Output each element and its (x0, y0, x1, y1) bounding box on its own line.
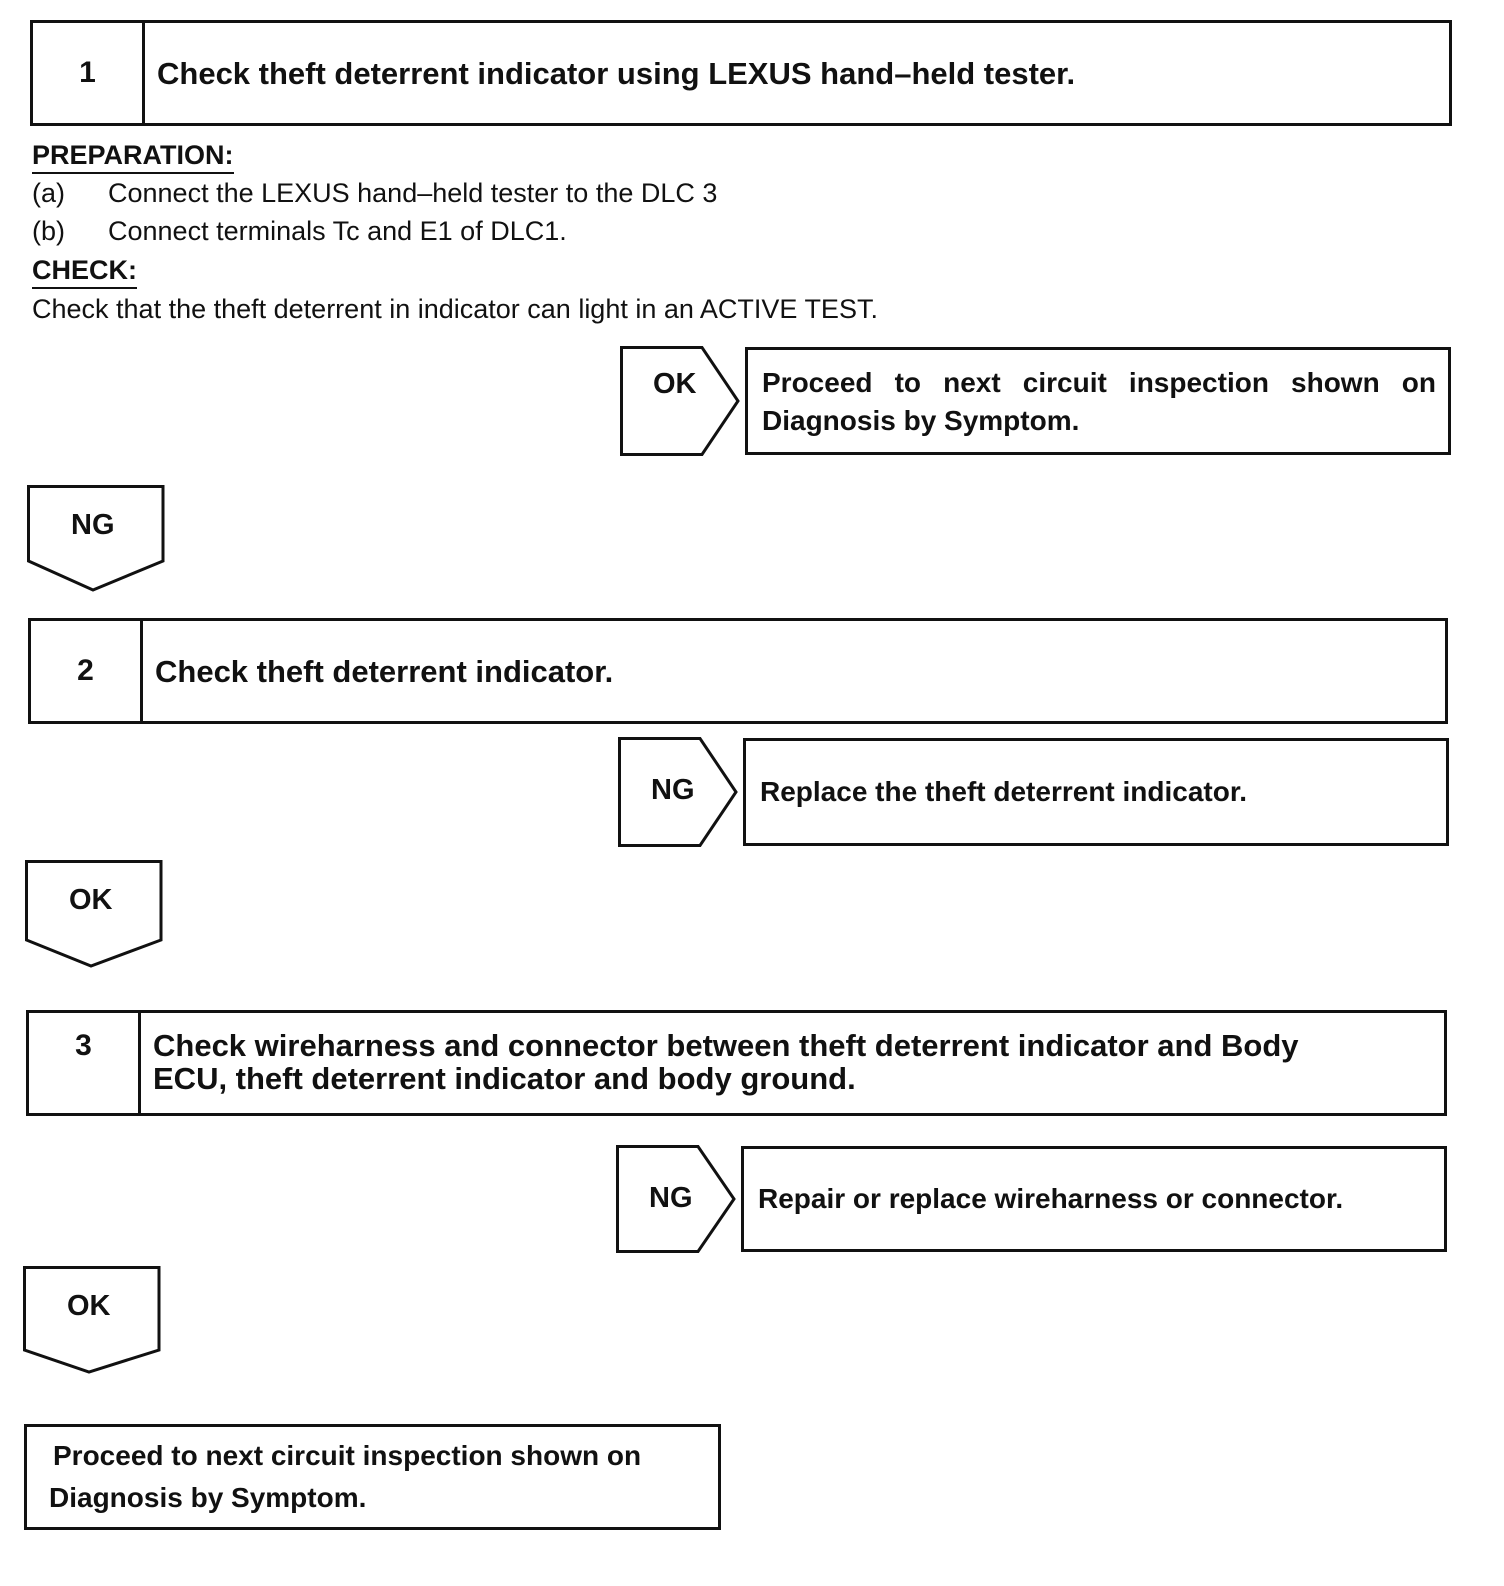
step-3-title-line-1: Check wireharness and connector between theft deterrent indicator and Body (153, 1028, 1299, 1063)
ok-label: OK (69, 884, 113, 916)
ok-down-arrow-2 (25, 860, 163, 968)
right-arrow-icon (620, 346, 744, 456)
ng-label: NG (651, 774, 695, 806)
ng-right-arrow-2 (618, 737, 742, 847)
ok-right-arrow-1 (620, 346, 744, 456)
step-2-number: 2 (31, 621, 143, 721)
item-label: (a) (32, 178, 65, 208)
step-1-box (30, 20, 1452, 126)
final-line-1: Proceed to next circuit inspection shown on (53, 1440, 642, 1471)
ok-result-box-1: Proceed to next circuit inspection shown on Diagnosis by Symptom. (745, 347, 1451, 455)
ng-label: NG (649, 1182, 693, 1214)
step-3-number: 3 (29, 1013, 141, 1113)
item-text: Connect terminals Tc and E1 of DLC1. (108, 216, 567, 246)
ok-down-arrow-3 (23, 1266, 161, 1374)
item-label: (b) (32, 216, 65, 246)
check-text: Check that the theft deterrent in indicator can light in an ACTIVE TEST. (32, 294, 878, 324)
check-heading: CHECK: (32, 255, 137, 289)
final-line-2: Diagnosis by Symptom. (49, 1482, 367, 1513)
ng-down-arrow-1 (27, 485, 165, 593)
ng-result-text: Replace the theft deterrent indicator. (760, 776, 1247, 807)
ng-result-box-3 (741, 1146, 1447, 1252)
preparation-heading: PREPARATION: (32, 140, 234, 174)
ng-result-box-2 (743, 738, 1449, 846)
ng-right-arrow-3 (616, 1145, 740, 1253)
final-result-box (24, 1424, 721, 1530)
step-1-number: 1 (33, 23, 145, 123)
ng-result-text: Repair or replace wireharness or connector. (758, 1183, 1344, 1214)
step-1-title: Check theft deterrent indicator using LEXUS hand–held tester. (157, 55, 1076, 91)
ok-label: OK (653, 368, 697, 400)
step-3-title-line-2: ECU, theft deterrent indicator and body ground. (153, 1061, 856, 1096)
preparation-item-a (32, 178, 717, 208)
step-2-box (28, 618, 1448, 724)
item-text: Connect the LEXUS hand–held tester to the DLC 3 (108, 178, 718, 208)
step-3-box (26, 1010, 1447, 1116)
step-3-title (141, 1013, 1444, 1113)
ng-label: NG (71, 509, 115, 541)
step-2-title: Check theft deterrent indicator. (155, 653, 614, 689)
preparation-item-b (32, 216, 567, 246)
ok-label: OK (67, 1290, 111, 1322)
